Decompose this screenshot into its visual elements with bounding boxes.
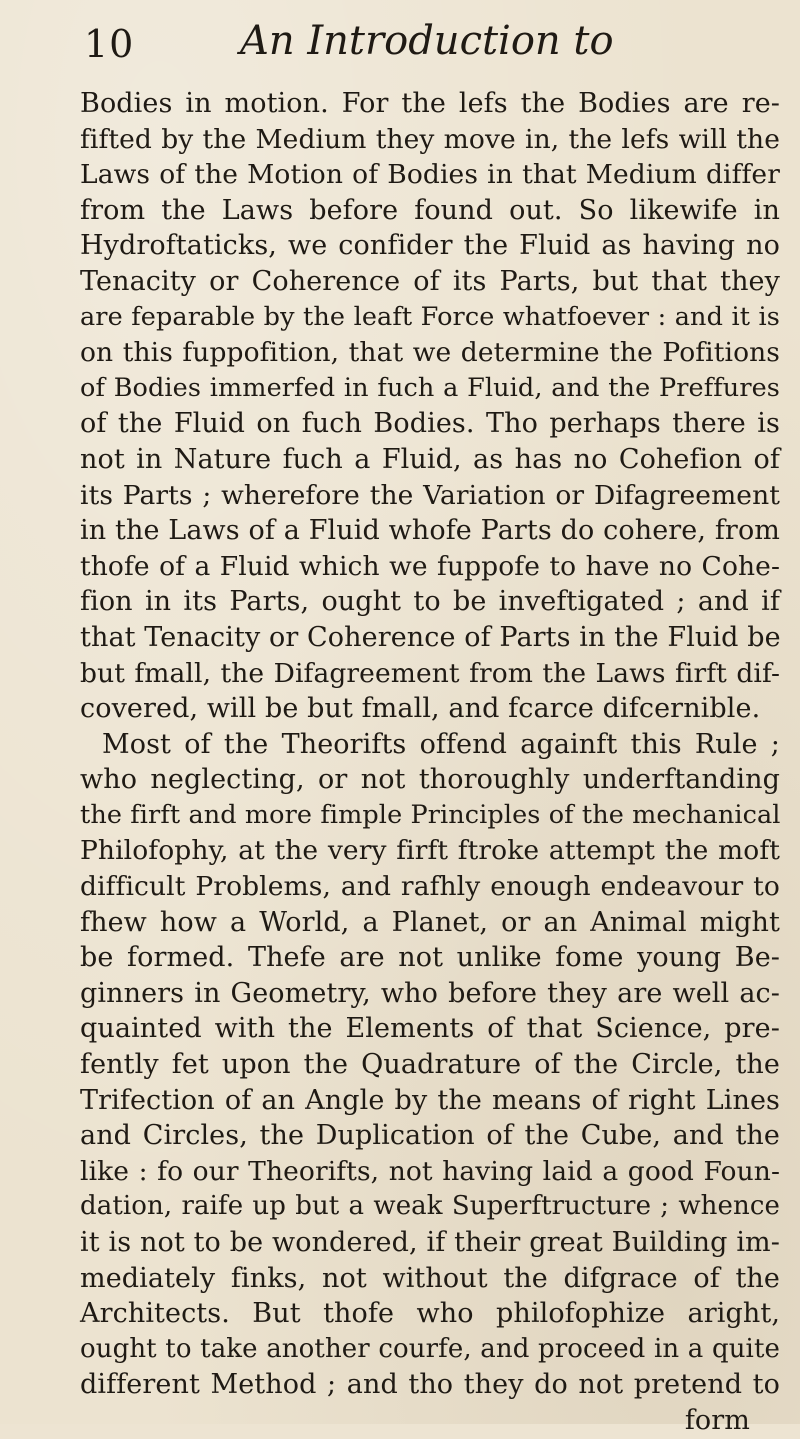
- text-line: thofe of a Fluid which we fuppofe to have no Cohe-: [80, 550, 780, 582]
- text-line: Most of the Theorifts offend againft this Rule ;: [102, 728, 780, 760]
- text-line: dation, raife up but a weak Superftructure ; whence: [80, 1191, 780, 1222]
- text-line: fently fet upon the Quadrature of the Circle, the: [80, 1049, 780, 1081]
- text-line: Trifection of an Angle by the means of right Lines: [80, 1084, 780, 1116]
- running-title: An Introduction to: [240, 18, 614, 64]
- text-line: fion in its Parts, ought to be inveftigated ; and if: [80, 586, 780, 618]
- text-line: quainted with the Elements of that Science, pre-: [80, 1013, 780, 1045]
- body-text: [80, 86, 780, 1439]
- text-line: Architects. But thofe who philofophize aright,: [80, 1298, 780, 1330]
- text-line: fhew how a World, a Planet, or an Animal might: [80, 906, 780, 938]
- text-line: of the Fluid on fuch Bodies. Tho perhaps there is: [80, 408, 780, 440]
- text-line: who neglecting, or not thoroughly underftanding: [80, 764, 780, 796]
- text-line: difficult Problems, and rafhly enough endeavour to: [80, 871, 780, 903]
- text-line: Hydroftaticks, we confider the Fluid as having no: [80, 230, 780, 262]
- text-line: Philofophy, at the very firft ftroke attempt the moft: [80, 835, 780, 867]
- text-line: the firft and more fimple Principles of the mechanical: [80, 799, 781, 830]
- text-line: from the Laws before found out. So likewife in: [80, 194, 780, 226]
- text-line: mediately finks, not without the difgrace of the: [80, 1262, 780, 1294]
- page-number: 10: [84, 22, 135, 66]
- text-line: different Method ; and tho they do not pretend to: [80, 1369, 780, 1401]
- text-line: covered, will be but fmall, and fcarce difcernible.: [80, 693, 761, 725]
- text-line: that Tenacity or Coherence of Parts in the Fluid be: [80, 621, 781, 653]
- text-line: be formed. Thefe are not unlike fome young Be-: [80, 942, 780, 974]
- text-line: and Circles, the Duplication of the Cube, and the: [80, 1120, 780, 1152]
- text-line: Bodies in motion. For the lefs the Bodies are re-: [80, 88, 780, 119]
- text-line: not in Nature fuch a Fluid, as has no Cohefion of: [80, 443, 780, 475]
- text-line: its Parts ; wherefore the Variation or Difagreement: [80, 479, 780, 511]
- text-line: ginners in Geometry, who before they are well ac-: [80, 977, 780, 1009]
- text-line: are feparable by the leaft Force whatfoever : and it is: [80, 301, 780, 332]
- text-line: ought to take another courfe, and proceed in a quite: [80, 1333, 780, 1364]
- text-line: in the Laws of a Fluid whofe Parts do cohere, from: [80, 515, 780, 547]
- text-line: but fmall, the Difagreement from the Laws firft dif-: [80, 657, 780, 689]
- text-line: it is not to be wondered, if their great Building im-: [80, 1227, 780, 1258]
- text-line: on this fuppofition, that we determine the Pofitions: [80, 337, 780, 369]
- catchword: form: [684, 1404, 750, 1436]
- text-line: like : fo our Theorifts, not having laid a good Foun-: [80, 1155, 780, 1187]
- page-header: [0, 18, 800, 78]
- text-line: fifted by the Medium they move in, the lefs will the: [80, 123, 780, 155]
- text-line: Laws of the Motion of Bodies in that Medium differ: [80, 159, 780, 191]
- text-line: Tenacity or Coherence of its Parts, but that they: [80, 265, 780, 297]
- text-line: of Bodies immerfed in fuch a Fluid, and the Preffures: [80, 372, 780, 403]
